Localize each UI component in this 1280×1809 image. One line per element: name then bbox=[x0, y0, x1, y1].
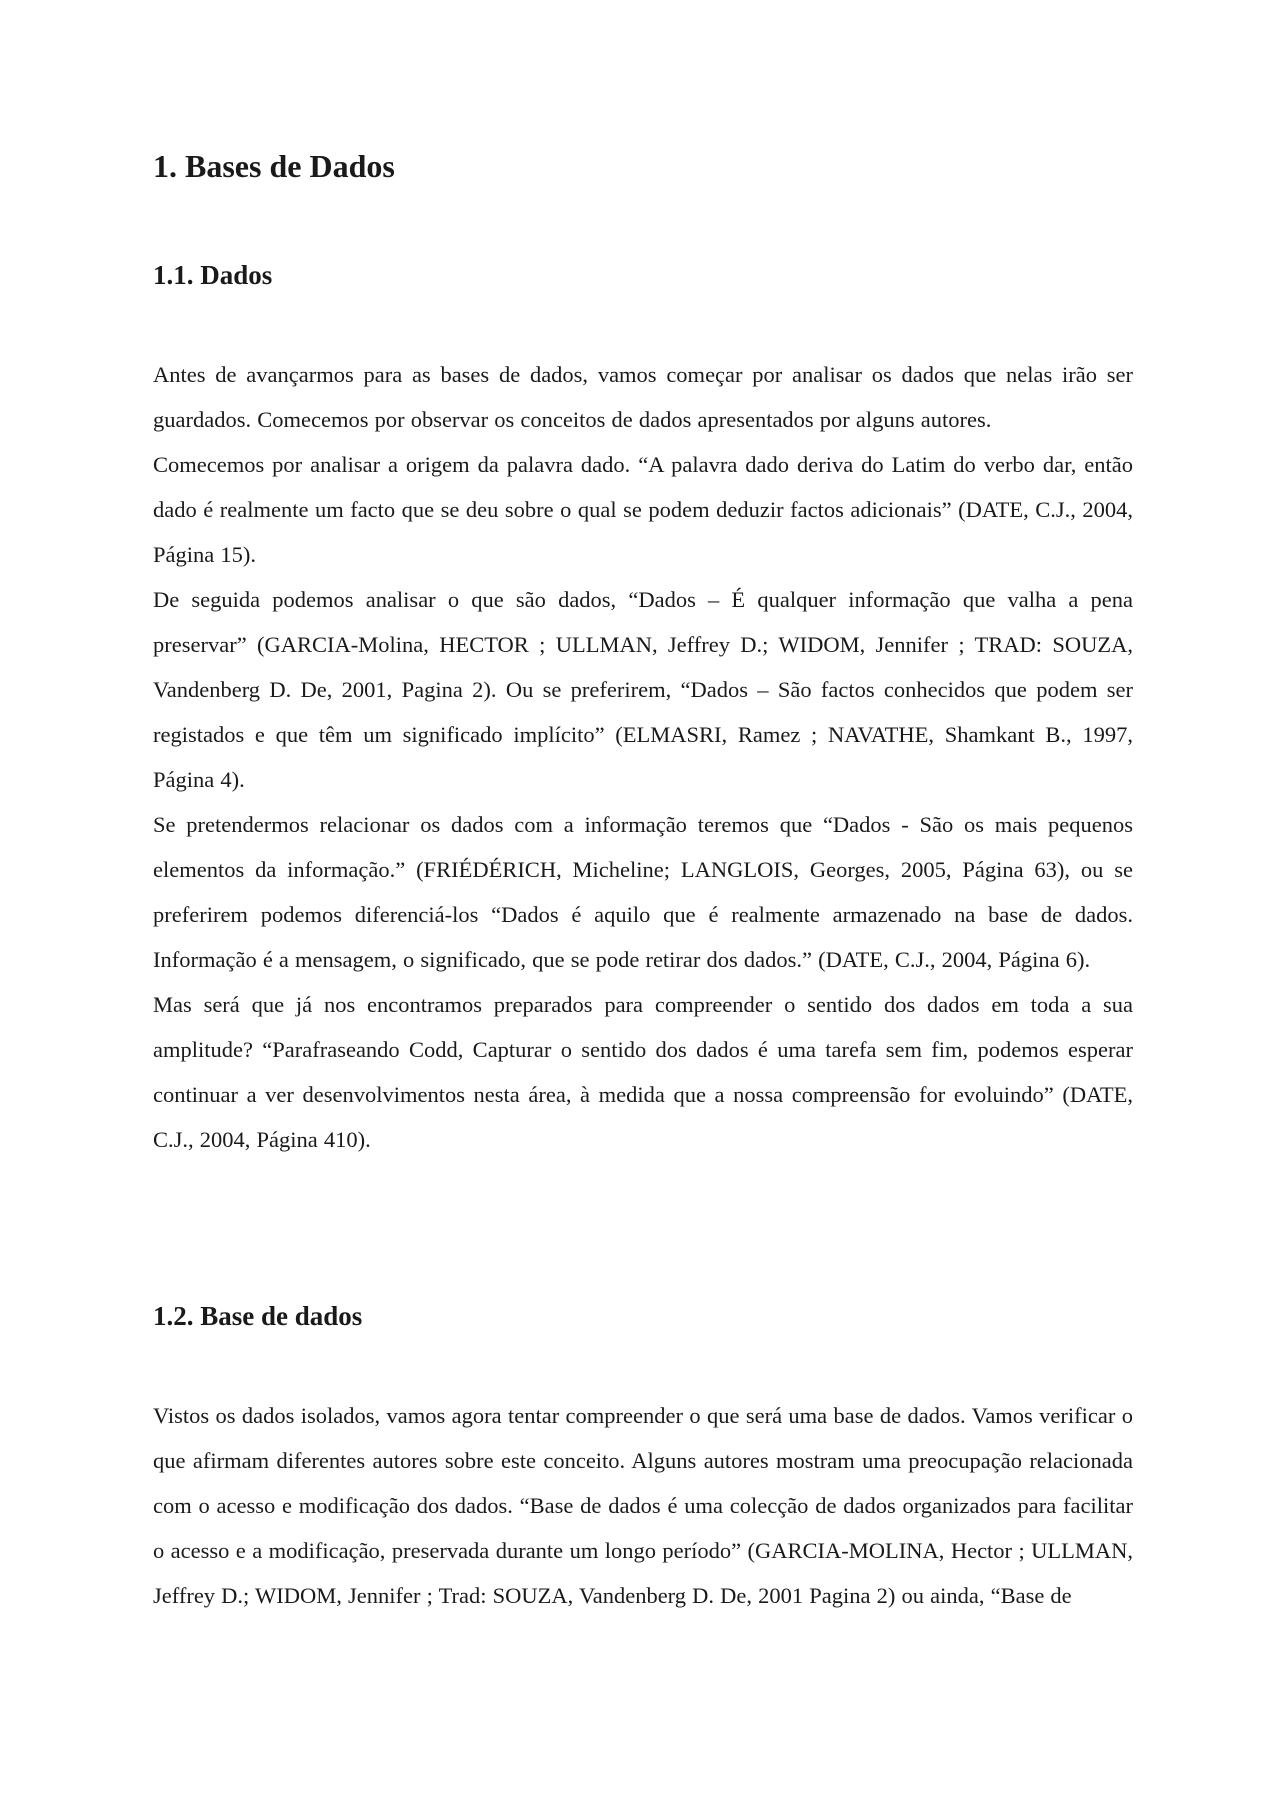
paragraph: Antes de avançarmos para as bases de dados, vamos começar por analisar os dados que nelas irão ser guardados. Comecemos por observar os conceitos de dados apresentados por alguns autores. bbox=[153, 362, 1133, 432]
paragraph: Mas será que já nos encontramos preparados para compreender o sentido dos dados em toda a sua amplitude? “Parafraseando Codd, Capturar o sentido dos dados é uma tarefa sem fim, podemos esperar continuar a ver desenvolvimentos nesta área, à medida que a nossa compreensão for evoluindo” (DATE, C.J., 2004, Página 410). bbox=[153, 992, 1133, 1152]
paragraph: Comecemos por analisar a origem da palavra dado. “A palavra dado deriva do Latim do verbo dar, então dado é realmente um facto que se deu sobre o qual se podem deduzir factos adicionais” (DATE, C.J., 2004, Página 15). bbox=[153, 452, 1133, 567]
paragraph: Vistos os dados isolados, vamos agora tentar compreender o que será uma base de dados. Vamos verificar o que afirmam diferentes autores sobre este conceito. Alguns autores mostram uma preocupação relacionada com o acesso e modificação dos dados. “Base de dados é uma colecção de dados organizados para facilitar o acesso e a modificação, preservada durante um longo período” (GARCIA-MOLINA, Hector ; ULLMAN, Jeffrey D.; WIDOM, Jennifer ; Trad: SOUZA, Vandenberg D. De, 2001 Pagina 2) ou ainda, “Base de bbox=[153, 1403, 1133, 1608]
section-heading-dados: 1.1. Dados bbox=[153, 260, 273, 290]
section-body-dados bbox=[153, 352, 1133, 1162]
section-heading-base-de-dados: 1.2. Base de dados bbox=[153, 1301, 363, 1331]
paragraph: De seguida podemos analisar o que são dados, “Dados – É qualquer informação que valha a pena preservar” (GARCIA-Molina, HECTOR ; ULLMAN, Jeffrey D.; WIDOM, Jennifer ; TRAD: SOUZA, Vandenberg D. De, 2001, Pagina 2). Ou se preferirem, “Dados – São factos conhecidos que podem ser registados e que têm um significado implícito” (ELMASRI, Ramez ; NAVATHE, Shamkant B., 1997, Página 4). bbox=[153, 587, 1133, 792]
document-title: 1. Bases de Dados bbox=[153, 148, 395, 184]
paragraph: Se pretendermos relacionar os dados com a informação teremos que “Dados - São os mais pequenos elementos da informação.” (FRIÉDÉRICH, Micheline; LANGLOIS, Georges, 2005, Página 63), ou se preferirem podemos diferenciá-los “Dados é aquilo que é realmente armazenado na base de dados. Informação é a mensagem, o significado, que se pode retirar dos dados.” (DATE, C.J., 2004, Página 6). bbox=[153, 812, 1133, 972]
section-body-base-de-dados bbox=[153, 1393, 1133, 1618]
